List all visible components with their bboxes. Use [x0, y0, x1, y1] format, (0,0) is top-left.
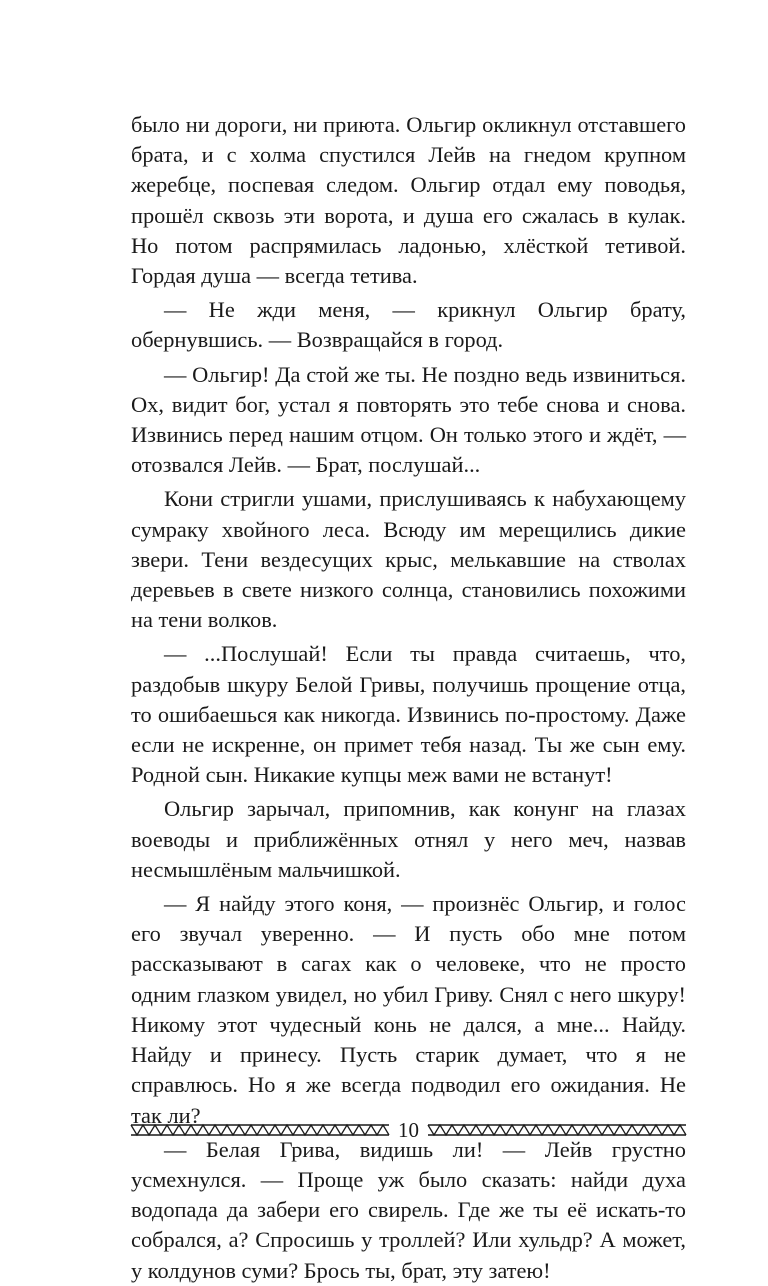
paragraph-1: было ни дороги, ни приюта. Ольгир окликнул отставшего брата, и с холма спустился Лейв на гнедом крупном жеребце, поспевая следом. Ольгир отдал ему поводья, прошёл сквозь эти ворота, и душа его сжалась в кулак. Но потом распрямилась ладонью, хлёсткой тетивой. Гордая душа — всегда тетива.	[131, 112, 686, 289]
footer-ornament-right	[428, 1124, 686, 1136]
paragraph-3: — Ольгир! Да стой же ты. Не поздно ведь извиниться. Ох, видит бог, устал я повторять это тебе снова и снова. Извинись перед нашим отцом. Он только этого и ждёт, — отозвался Лейв. — Брат, послушай...	[131, 361, 686, 478]
body-text	[131, 110, 686, 1286]
paragraph-8: — Белая Грива, видишь ли! — Лейв грустно усмехнулся. — Проще уж было сказать: найди духа водопада да забери его свирель. Где же ты её искать-то собрался, а? Спросишь у троллей? Или хульдр? А может, у колдунов суми? Брось ты, брат, эту затею!	[131, 1136, 686, 1283]
paragraph-7: — Я найду этого коня, — произнёс Ольгир, и голос его звучал уверенно. — И пусть обо мне потом рассказывают в сагах как о человеке, что не просто одним глазком увидел, но убил Гриву. Снял с него шкуру! Никому этот чудесный конь не дался, а мне... Найду. Найду и принесу. Пусть старик думает, что я не справлюсь. Но я же всегда подводил его ожидания. Не так ли?	[131, 891, 686, 1128]
paragraph-4: Кони стригли ушами, прислушиваясь к набухающему сумраку хвойного леса. Всюду им мерещились дикие звери. Тени вездесущих крыс, мелькавшие на стволах деревьев в свете низкого солнца, становились похожими на тени волков.	[131, 486, 686, 633]
paragraph-2: — Не жди меня, — крикнул Ольгир брату, обернувшись. — Возвращайся в город.	[131, 297, 686, 353]
paragraph-5: — ...Послушай! Если ты правда считаешь, что, раздобыв шкуру Белой Гривы, получишь прощение отца, то ошибаешься как никогда. Извинись по-простому. Даже если не искренне, он примет тебя назад. Ты же сын ему. Родной сын. Никакие купцы меж вами не встанут!	[131, 641, 686, 788]
footer-ornament-left	[131, 1124, 389, 1136]
page-number: 10	[398, 1118, 419, 1142]
paragraph-6: Ольгир зарычал, припомнив, как конунг на глазах воеводы и приближённых отнял у него меч, назвав несмышлёным мальчишкой.	[131, 796, 686, 882]
page-footer	[131, 1115, 686, 1145]
